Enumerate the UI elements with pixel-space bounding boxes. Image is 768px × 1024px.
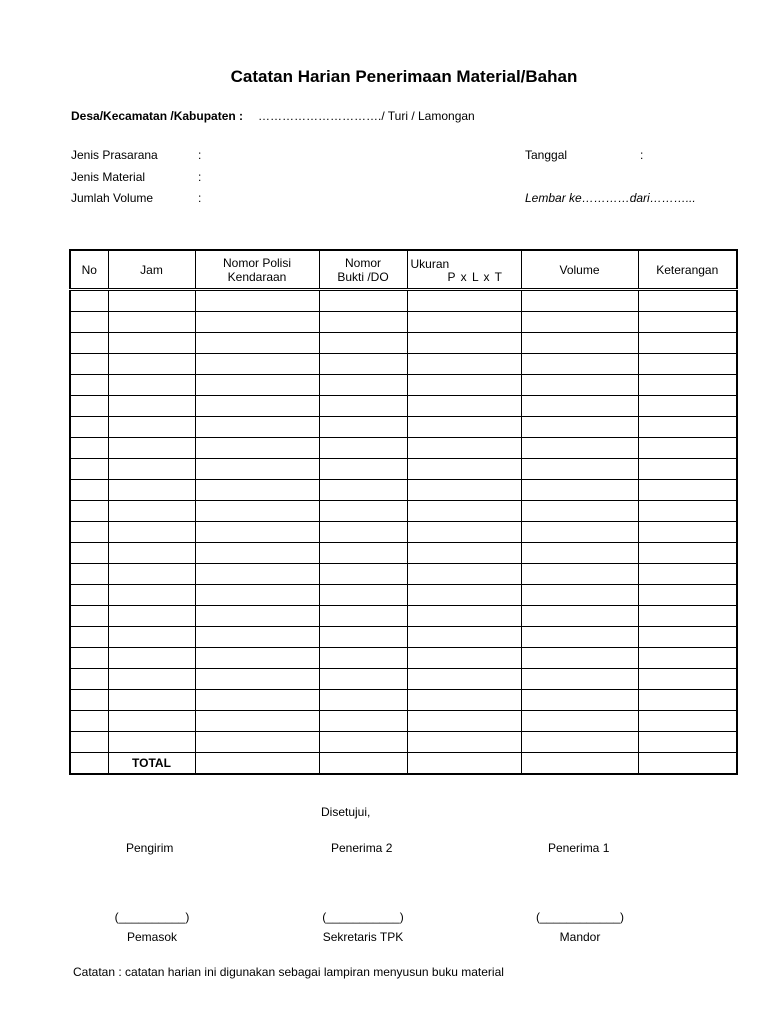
header-ukuran — [407, 250, 521, 290]
table-cell — [407, 354, 521, 375]
table-cell — [70, 290, 108, 312]
table-cell — [407, 627, 521, 648]
field-lembar: Lembar ke…………dari………... — [525, 191, 696, 205]
table-cell — [195, 480, 319, 501]
table-cell — [319, 732, 407, 753]
table-cell — [319, 501, 407, 522]
table-cell — [195, 459, 319, 480]
table-cell — [407, 606, 521, 627]
table-cell — [638, 732, 737, 753]
table-cell — [407, 396, 521, 417]
material-table — [69, 249, 738, 775]
table-cell — [195, 417, 319, 438]
signature-line-sekretaris: (___________) — [322, 910, 404, 924]
table-cell — [108, 627, 195, 648]
table-cell — [638, 501, 737, 522]
table-cell — [195, 522, 319, 543]
table-cell — [638, 690, 737, 711]
table-cell — [108, 333, 195, 354]
table-cell — [70, 648, 108, 669]
header-nomor-polisi — [195, 250, 319, 290]
table-row — [70, 690, 737, 711]
table-cell — [638, 711, 737, 732]
table-cell — [521, 459, 638, 480]
table-cell — [638, 459, 737, 480]
table-cell — [638, 333, 737, 354]
table-cell — [195, 290, 319, 312]
table-cell — [319, 585, 407, 606]
table-cell — [70, 354, 108, 375]
table-cell — [70, 753, 108, 775]
table-cell — [319, 690, 407, 711]
field-jumlah-volume-label: Jumlah Volume — [71, 191, 154, 205]
table-cell — [407, 585, 521, 606]
table-cell — [70, 312, 108, 333]
table-cell — [407, 564, 521, 585]
table-cell — [319, 669, 407, 690]
table-row — [70, 543, 737, 564]
header-no: No — [70, 250, 108, 290]
table-cell — [70, 333, 108, 354]
table-cell — [319, 375, 407, 396]
table-cell — [407, 543, 521, 564]
signatory-sekretaris-tpk: Sekretaris TPK — [322, 930, 404, 944]
table-cell — [70, 585, 108, 606]
field-colon: : — [640, 148, 644, 162]
table-cell — [521, 396, 638, 417]
page-title: Catatan Harian Penerimaan Material/Bahan — [230, 67, 578, 86]
table-cell — [108, 711, 195, 732]
table-cell — [319, 648, 407, 669]
table-cell — [319, 711, 407, 732]
approval-penerima-2: Penerima 2 — [331, 841, 393, 855]
table-row — [70, 522, 737, 543]
table-cell — [319, 290, 407, 312]
header-ukuran-line1: Ukuran — [410, 257, 450, 271]
table-row — [70, 648, 737, 669]
table-cell — [108, 606, 195, 627]
table-cell — [108, 375, 195, 396]
table-row — [70, 606, 737, 627]
table-cell — [319, 459, 407, 480]
table-row — [70, 312, 737, 333]
table-cell — [521, 564, 638, 585]
table-cell — [108, 690, 195, 711]
table-cell — [319, 438, 407, 459]
table-cell — [108, 417, 195, 438]
table-cell — [195, 585, 319, 606]
table-cell — [407, 375, 521, 396]
table-cell — [638, 627, 737, 648]
table-cell — [319, 417, 407, 438]
table-cell — [195, 669, 319, 690]
signature-line-pemasok: (__________) — [114, 910, 190, 924]
table-cell — [521, 606, 638, 627]
table-total-row — [70, 753, 737, 775]
table-row — [70, 438, 737, 459]
table-cell — [108, 290, 195, 312]
table-cell — [638, 480, 737, 501]
table-row — [70, 290, 737, 312]
table-cell — [70, 669, 108, 690]
table-cell — [108, 501, 195, 522]
table-cell — [108, 312, 195, 333]
table-cell — [108, 543, 195, 564]
table-cell — [407, 648, 521, 669]
table-cell — [638, 648, 737, 669]
location-label: Desa/Kecamatan /Kabupaten : — [71, 109, 244, 123]
table-row — [70, 354, 737, 375]
approval-disetujui: Disetujui, — [321, 805, 371, 819]
table-cell — [195, 753, 319, 775]
table-cell — [407, 501, 521, 522]
table-cell — [638, 354, 737, 375]
table-cell — [638, 312, 737, 333]
table-cell — [521, 522, 638, 543]
approval-pengirim: Pengirim — [126, 841, 174, 855]
table-cell — [638, 522, 737, 543]
table-cell — [521, 417, 638, 438]
table-cell — [638, 606, 737, 627]
table-cell — [319, 312, 407, 333]
table-row — [70, 669, 737, 690]
field-colon: : — [198, 148, 202, 162]
table-cell — [521, 669, 638, 690]
table-cell — [70, 690, 108, 711]
table-cell — [407, 312, 521, 333]
table-cell — [407, 480, 521, 501]
table-cell — [195, 627, 319, 648]
table-cell — [521, 585, 638, 606]
table-cell — [70, 438, 108, 459]
table-cell — [521, 543, 638, 564]
table-cell — [108, 396, 195, 417]
table-cell — [319, 627, 407, 648]
table-cell — [319, 564, 407, 585]
table-cell — [195, 312, 319, 333]
table-cell — [407, 669, 521, 690]
table-cell — [195, 543, 319, 564]
header-nomor-bukti-line1: Nomor — [344, 255, 381, 270]
table-cell — [319, 354, 407, 375]
header-nomor-polisi-line2: Kendaraan — [227, 269, 287, 284]
table-cell — [407, 690, 521, 711]
table-cell — [638, 669, 737, 690]
table-cell — [407, 753, 521, 775]
table-cell — [195, 690, 319, 711]
table-cell — [319, 606, 407, 627]
table-cell — [521, 711, 638, 732]
table-cell — [521, 375, 638, 396]
table-cell — [195, 354, 319, 375]
table-cell — [638, 585, 737, 606]
header-nomor-polisi-line1: Nomor Polisi — [222, 255, 291, 270]
table-cell — [108, 459, 195, 480]
field-jenis-material-label: Jenis Material — [71, 170, 146, 184]
table-cell — [70, 606, 108, 627]
table-row — [70, 585, 737, 606]
signatory-pemasok: Pemasok — [126, 930, 178, 944]
table-cell — [108, 522, 195, 543]
total-label: TOTAL — [108, 753, 195, 775]
table-cell — [70, 522, 108, 543]
table-cell — [195, 438, 319, 459]
table-cell — [521, 501, 638, 522]
table-cell — [638, 290, 737, 312]
table-cell — [638, 438, 737, 459]
table-cell — [195, 711, 319, 732]
table-cell — [70, 417, 108, 438]
table-cell — [70, 480, 108, 501]
table-cell — [638, 396, 737, 417]
table-cell — [70, 627, 108, 648]
table-cell — [638, 417, 737, 438]
table-cell — [195, 564, 319, 585]
header-volume: Volume — [521, 250, 638, 290]
header-nomor-bukti — [319, 250, 407, 290]
table-cell — [521, 753, 638, 775]
signatory-mandor: Mandor — [559, 930, 601, 944]
field-jenis-prasarana-label: Jenis Prasarana — [71, 148, 158, 162]
table-cell — [407, 459, 521, 480]
table-cell — [195, 333, 319, 354]
table-cell — [195, 396, 319, 417]
table-row — [70, 375, 737, 396]
table-cell — [108, 564, 195, 585]
table-cell — [407, 417, 521, 438]
table-cell — [521, 333, 638, 354]
table-row — [70, 333, 737, 354]
table-cell — [638, 564, 737, 585]
table-cell — [319, 753, 407, 775]
header-keterangan: Keterangan — [638, 250, 737, 290]
table-cell — [70, 711, 108, 732]
table-cell — [70, 396, 108, 417]
table-cell — [407, 438, 521, 459]
table-cell — [195, 732, 319, 753]
field-tanggal-label: Tanggal — [525, 148, 568, 162]
table-row — [70, 459, 737, 480]
table-row — [70, 396, 737, 417]
table-cell — [521, 354, 638, 375]
table-cell — [407, 290, 521, 312]
table-header-row — [70, 250, 737, 290]
footer-note: Catatan : catatan harian ini digunakan sebagai lampiran menyusun buku material — [73, 965, 504, 979]
table-cell — [108, 648, 195, 669]
table-cell — [108, 438, 195, 459]
table-cell — [521, 627, 638, 648]
table-cell — [195, 606, 319, 627]
table-cell — [521, 690, 638, 711]
table-cell — [521, 732, 638, 753]
table-cell — [195, 501, 319, 522]
location-value: …………………………./ Turi / Lamongan — [258, 109, 475, 123]
header-ukuran-line2: P x L x T — [447, 270, 503, 284]
table-cell — [108, 480, 195, 501]
table-cell — [638, 543, 737, 564]
header-jam: Jam — [108, 250, 195, 290]
table-row — [70, 564, 737, 585]
table-row — [70, 732, 737, 753]
table-cell — [319, 543, 407, 564]
table-cell — [108, 732, 195, 753]
table-cell — [521, 438, 638, 459]
approval-penerima-1: Penerima 1 — [548, 841, 610, 855]
table-cell — [521, 312, 638, 333]
signature-line-mandor: (____________) — [535, 910, 625, 924]
field-colon: : — [198, 191, 202, 205]
table-cell — [70, 459, 108, 480]
table-cell — [319, 522, 407, 543]
table-cell — [521, 290, 638, 312]
table-cell — [319, 333, 407, 354]
table-cell — [638, 753, 737, 775]
table-cell — [108, 669, 195, 690]
table-cell — [70, 732, 108, 753]
header-nomor-bukti-line2: Bukti /DO — [337, 269, 389, 284]
table-cell — [407, 522, 521, 543]
table-cell — [638, 375, 737, 396]
table-row — [70, 480, 737, 501]
table-cell — [70, 564, 108, 585]
table-cell — [407, 711, 521, 732]
table-cell — [195, 648, 319, 669]
table-cell — [70, 375, 108, 396]
table-row — [70, 627, 737, 648]
table-cell — [70, 543, 108, 564]
table-cell — [108, 585, 195, 606]
table-row — [70, 501, 737, 522]
table-cell — [70, 501, 108, 522]
table-cell — [521, 648, 638, 669]
table-cell — [195, 375, 319, 396]
table-cell — [407, 333, 521, 354]
table-cell — [407, 732, 521, 753]
table-cell — [319, 396, 407, 417]
table-cell — [319, 480, 407, 501]
field-colon: : — [198, 170, 202, 184]
table-row — [70, 417, 737, 438]
table-cell — [521, 480, 638, 501]
table-cell — [108, 354, 195, 375]
table-row — [70, 711, 737, 732]
